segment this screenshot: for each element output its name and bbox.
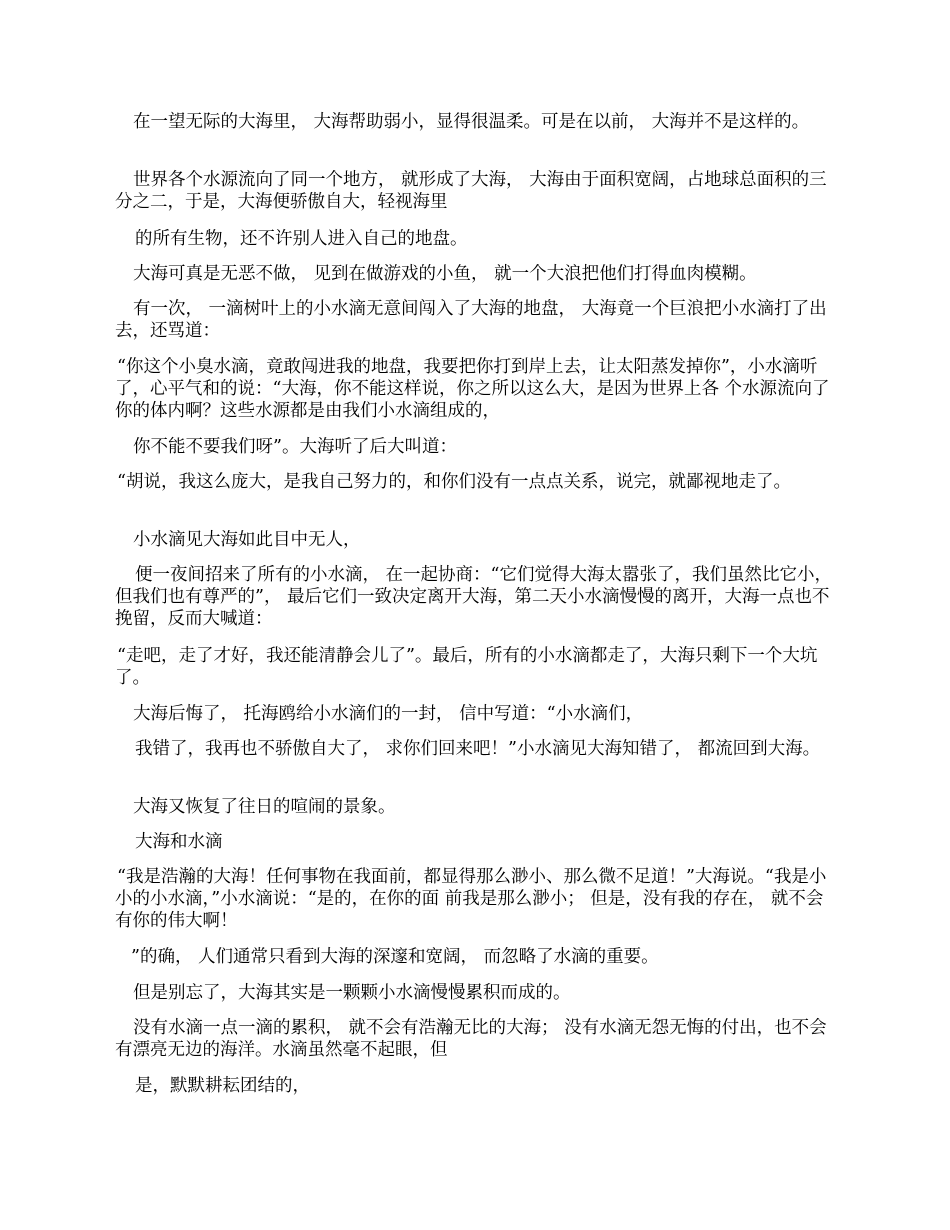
paragraph-15: “我是浩瀚的大海！任何事物在我面前，都显得那么渺小、那么微不足道！”大海说。“我是小小的小水滴，”小水滴说：“是的，在你的面 前我是那么渺小； 但是，没有我的存在， 就不会有你的伟大啊！: [115, 867, 827, 931]
paragraph-17: 但是别忘了，大海其实是一颗颗小水滴慢慢累积而成的。: [133, 983, 571, 1003]
paragraph-3: 的所有生物，还不许别人进入自己的地盘。: [135, 229, 468, 249]
paragraph-8: “胡说，我这么庞大，是我自己努力的，和你们没有一点点关系，说完，就鄙视地走了。: [117, 472, 791, 492]
paragraph-2: 世界各个水源流向了同一个地方， 就形成了大海， 大海由于面积宽阔，占地球总面积的三分之二，于是，大海便骄傲自大，轻视海里: [115, 170, 827, 212]
paragraph-10: 便一夜间招来了所有的小水滴， 在一起协商：“它们觉得大海太嚣张了，我们虽然比它小，但我们也有尊严的”， 最后它们一致决定离开大海，第二天小水滴慢慢的离开，大海一点也不挽留，反而大喊道：: [115, 565, 833, 629]
paragraph-19: 是，默默耕耘团结的，: [135, 1076, 310, 1096]
paragraph-13: 我错了，我再也不骄傲自大了， 求你们回来吧！”小水滴见大海知错了， 都流回到大海。: [135, 739, 821, 759]
paragraph-11: “走吧，走了才好，我还能清静会儿了”。最后，所有的小水滴都走了，大海只剩下一个大坑了。: [115, 646, 818, 688]
paragraph-16: ”的确， 人们通常只看到大海的深邃和宽阔， 而忽略了水滴的重要。: [131, 947, 659, 967]
paragraph-12: 大海后悔了， 托海鸥给小水滴们的一封， 信中写道：“小水滴们，: [133, 704, 644, 724]
paragraph-14: 大海又恢复了往日的喧闹的景象。: [133, 797, 396, 817]
paragraph-18: 没有水滴一点一滴的累积， 就不会有浩瀚无比的大海； 没有水滴无怨无悔的付出，也不会有漂亮无边的海洋。水滴虽然毫不起眼，但: [115, 1018, 827, 1060]
paragraph-1: 在一望无际的大海里， 大海帮助弱小，显得很温柔。可是在以前， 大海并不是这样的。: [133, 112, 810, 132]
paragraph-9: 小水滴见大海如此目中无人，: [133, 530, 361, 550]
paragraph-7: 你不能不要我们呀”。大海听了后大叫道：: [133, 437, 457, 457]
section-heading: 大海和水滴: [135, 832, 223, 852]
paragraph-4: 大海可真是无恶不做， 见到在做游戏的小鱼， 就一个大浪把他们打得血肉模糊。: [133, 264, 757, 284]
paragraph-5: 有一次， 一滴树叶上的小水滴无意间闯入了大海的地盘， 大海竟一个巨浪把小水滴打了出去，还骂道：: [115, 299, 827, 341]
paragraph-6: “你这个小臭水滴，竟敢闯进我的地盘，我要把你打到岸上去，让太阳蒸发掉你”，小水滴听了，心平气和的说：“大海，你不能这样说，你之所以这么大，是因为世界上各 个水源流向了你的体内啊？这些水源都是由我们小水滴组成的，: [115, 357, 830, 421]
